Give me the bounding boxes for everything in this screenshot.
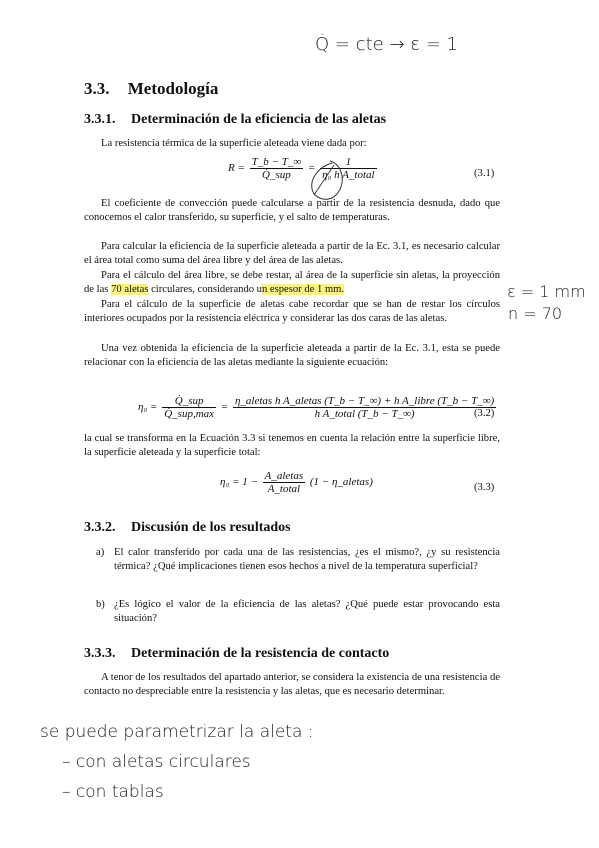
subsection-2-number: 3.3.2. [84, 520, 116, 535]
eq3-numerator: A_aletas [264, 470, 304, 482]
subsection-1-title: Determinación de la eficiencia de las aletas [131, 112, 387, 127]
equation-3-3 [220, 470, 373, 495]
subsection-1-number: 3.3.1. [84, 112, 116, 127]
section-heading [84, 79, 218, 99]
eq2-equals: = [220, 401, 229, 414]
highlight-espesor: n espesor de 1 mm. [261, 284, 345, 296]
paragraph-total-area: Para calcular la eficiencia de la superficie aleteada a partir de la Ec. 3.1, es necesario calcular el área total como suma del área libre y del área de las aletas. [84, 241, 500, 267]
eq3-rest: (1 − η_aletas) [309, 476, 373, 489]
handwritten-circle-mark [300, 155, 348, 203]
equation-3-2 [138, 395, 498, 420]
paragraph-fin-surface: Para el cálculo de la superficie de aletas cabe recordar que se han de restar los círculos interiores ocupados por la resistencia eléctrica y considerar las dos caras de las aletas. [84, 299, 500, 325]
list-item [96, 546, 500, 574]
eq2-numerator-2: η_aletas h A_aletas (T_b − T_∞) + h A_libre (T_b − T_∞) [234, 395, 495, 407]
eq1-fraction-1 [250, 156, 304, 181]
free-area-text-b: circulares, considerando u [148, 284, 262, 296]
eq1-lhs: R = [228, 162, 245, 175]
handwritten-bottom-line-1: se puede parametrizar la aleta : [40, 722, 314, 742]
eq2-lhs: η₀ = [138, 401, 158, 414]
subsection-3-heading [84, 646, 389, 662]
highlight-70-aletas: 70 aletas [111, 284, 149, 296]
free-area-text-a: Para el cálculo del área libre, se debe restar, al área de la superficie sin aletas, la proyección de las [84, 270, 500, 296]
eq2-fraction-1 [162, 395, 216, 420]
subsection-1-heading [84, 112, 386, 128]
section-title: Metodología [127, 79, 219, 98]
list-item-text: ¿Es lógico el valor de la eficiencia de las aletas? ¿Qué puede estar provocando esta situación? [114, 599, 500, 625]
eq1-denominator-1: Q̇_sup [262, 169, 291, 181]
paragraph-contact-resistance: A tenor de los resultados del apartado anterior, se considera la existencia de una resistencia de contacto no despreciable entre la resistencia y las aletas, que es necesario determinar. [84, 672, 500, 698]
eq2-fraction-2 [233, 395, 496, 420]
eq1-numerator-2: 1 [320, 156, 376, 169]
paragraph-efficiency-relation: Una vez obtenida la eficiencia de la superficie aleteada a partir de la Ec. 3.1, esta se puede relacionar con la eficiencia de las aletas mediante la siguiente ecuación: [84, 343, 500, 369]
eq1-numerator-1: T_b − T_∞ [251, 156, 302, 168]
list-item-label: a) [96, 547, 105, 558]
handwritten-count-note: n = 70 [508, 304, 563, 323]
handwritten-bottom-line-2: – con aletas circulares [62, 752, 251, 772]
handwritten-top-note: Q̇ = cte → ε = 1 [315, 34, 458, 55]
list-item-text: El calor transferido por cada una de las resistencias, ¿es el mismo?, ¿y su resistencia térmica? ¿Qué implicaciones tienen esos hechos a nivel de la temperatura superficial? [114, 547, 500, 573]
eq2-numerator-1: Q̇_sup [162, 395, 216, 408]
eq3-lhs: η₀ = 1 − [220, 476, 258, 489]
list-item [96, 598, 500, 626]
eq2-denominator-2: h A_total (T_b − T_∞) [314, 408, 415, 420]
equation-3-1-number: (3.1) [474, 168, 495, 179]
eq1-equals: = [307, 162, 316, 175]
paragraph-free-area [84, 269, 500, 297]
eq3-denominator: A_total [267, 483, 301, 495]
section-number: 3.3. [84, 79, 110, 98]
list-item-label: b) [96, 599, 105, 610]
subsection-3-number: 3.3.3. [84, 646, 116, 661]
subsection-2-heading [84, 520, 291, 536]
equation-3-3-number: (3.3) [474, 482, 495, 493]
eq3-fraction [263, 470, 306, 495]
paragraph-transform: la cual se transforma en la Ecuación 3.3 si tenemos en cuenta la relación entre la superficie libre, la superficie aleteada y la superficie total: [84, 433, 500, 459]
eq1-denominator-2: η₀ h A_total [322, 169, 375, 181]
handwritten-bottom-line-3: – con tablas [62, 782, 164, 802]
subsection-3-title: Determinación de la resistencia de contacto [131, 646, 390, 661]
handwritten-thickness-note: ε = 1 mm [507, 282, 586, 301]
equation-3-2-number: (3.2) [474, 408, 495, 419]
subsection-2-title: Discusión de los resultados [131, 520, 291, 535]
paragraph-convection: El coeficiente de convección puede calcularse a partir de la resistencia desnuda, dado que conocemos el calor transferido, su superficie, y el salto de temperaturas. [84, 198, 500, 224]
eq2-denominator-1: Q̇_sup,max [164, 408, 215, 420]
intro-paragraph: La resistencia térmica de la superficie aleteada viene dada por: [101, 138, 367, 149]
